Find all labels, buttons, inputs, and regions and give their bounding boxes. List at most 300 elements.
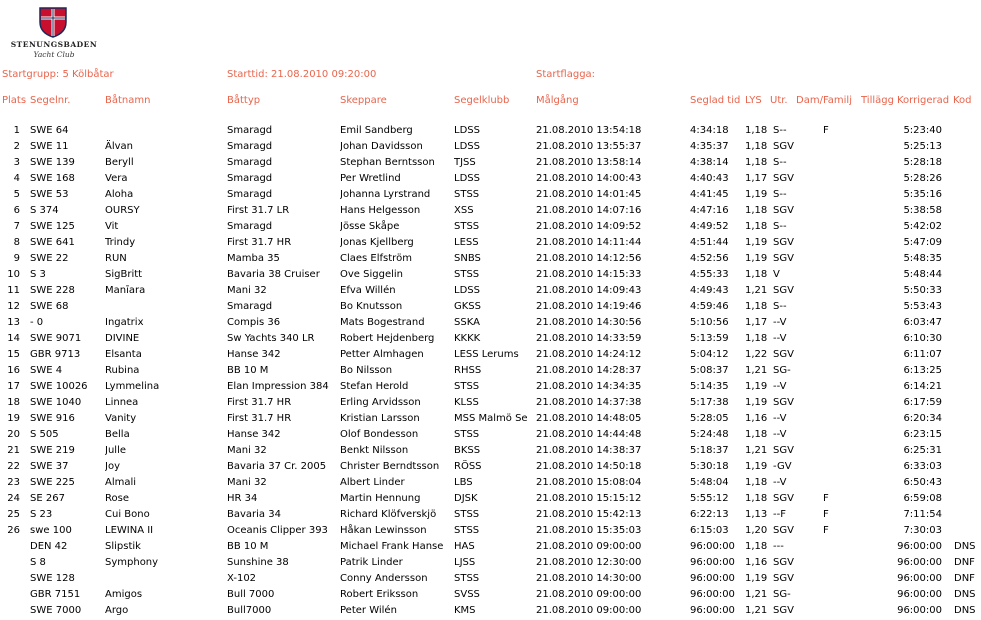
table-row (0, 283, 981, 299)
cell-klubb: TJSS (454, 157, 476, 168)
cell-korr: 6:20:34 (903, 413, 942, 424)
cell-dam: F (823, 493, 829, 504)
cell-plats: 23 (7, 477, 20, 488)
cell-klubb: LDSS (454, 285, 480, 296)
cell-korr: 6:11:07 (903, 349, 942, 360)
cell-korr: 5:28:26 (903, 173, 942, 184)
cell-skeppare: Stefan Herold (340, 381, 409, 392)
cell-skeppare: Patrik Linder (340, 557, 403, 568)
cell-korr: 7:30:03 (903, 525, 942, 536)
cell-lys: 1,18 (745, 125, 768, 136)
cell-korr: 5:47:09 (903, 237, 942, 248)
cell-seglad: 4:41:45 (690, 189, 729, 200)
cell-utr: --V (773, 333, 787, 344)
cell-korr: 5:48:35 (903, 253, 942, 264)
cell-lys: 1,19 (745, 189, 768, 200)
cell-seglad: 4:59:46 (690, 301, 729, 312)
cell-batnamn: Aloha (105, 189, 134, 200)
cell-lys: 1,18 (745, 269, 768, 280)
cell-battyp: Hanse 342 (227, 349, 281, 360)
cell-battyp: Smaragd (227, 157, 273, 168)
cell-klubb: STSS (454, 381, 480, 392)
cell-segel: SWE 228 (30, 285, 75, 296)
table-row (0, 347, 981, 363)
cell-korr: 6:03:47 (903, 317, 942, 328)
cell-seglad: 4:35:37 (690, 141, 729, 152)
cell-lys: 1,16 (745, 413, 768, 424)
cell-batnamn: Vera (105, 173, 128, 184)
header-battyp: Båttyp (227, 95, 261, 106)
cell-malgang: 21.08.2010 14:15:33 (536, 269, 642, 280)
cell-korr: 6:25:31 (903, 445, 942, 456)
cell-malgang: 21.08.2010 14:11:44 (536, 237, 642, 248)
header-utr: Utr. (770, 95, 788, 106)
cell-batnamn: Rubina (105, 365, 140, 376)
cell-seglad: 6:22:13 (690, 509, 729, 520)
cell-malgang: 21.08.2010 14:30:56 (536, 317, 642, 328)
cell-seglad: 5:17:38 (690, 397, 729, 408)
cell-korr: 5:50:33 (903, 285, 942, 296)
cell-plats: 10 (7, 269, 20, 280)
cell-segel: - 0 (30, 317, 44, 328)
cell-segel: SWE 128 (30, 573, 75, 584)
cell-batnamn: Joy (105, 461, 120, 472)
cell-skeppare: Petter Almhagen (340, 349, 424, 360)
cell-klubb: LDSS (454, 141, 480, 152)
cell-korr: 5:25:13 (903, 141, 942, 152)
cell-segel: SWE 11 (30, 141, 69, 152)
club-shield-icon (38, 6, 68, 38)
cell-segel: S 505 (30, 429, 59, 440)
cell-lys: 1,21 (745, 285, 768, 296)
cell-batnamn: Slipstik (105, 541, 141, 552)
table-row (0, 491, 981, 507)
cell-segel: SWE 125 (30, 221, 75, 232)
cell-korr: 5:35:16 (903, 189, 942, 200)
cell-batnamn: Beryll (105, 157, 134, 168)
cell-malgang: 21.08.2010 15:35:03 (536, 525, 642, 536)
table-row (0, 539, 981, 555)
cell-lys: 1,18 (745, 333, 768, 344)
cell-klubb: SNBS (454, 253, 481, 264)
cell-dam: F (823, 525, 829, 536)
cell-malgang: 21.08.2010 15:42:13 (536, 509, 642, 520)
cell-lys: 1,18 (745, 477, 768, 488)
cell-seglad: 4:51:44 (690, 237, 729, 248)
start-flag: Startflagga: (536, 69, 596, 80)
cell-lys: 1,18 (745, 541, 768, 552)
header-segelnr: Segelnr. (30, 95, 71, 106)
header-skeppare: Skeppare (340, 95, 387, 106)
table-row (0, 587, 981, 603)
cell-malgang: 21.08.2010 13:58:14 (536, 157, 642, 168)
cell-seglad: 4:40:43 (690, 173, 729, 184)
cell-batnamn: Vanity (105, 413, 137, 424)
cell-batnamn: Argo (105, 605, 129, 616)
cell-batnamn: Vit (105, 221, 119, 232)
cell-battyp: BB 10 M (227, 365, 269, 376)
cell-battyp: Bavaria 37 Cr. 2005 (227, 461, 327, 472)
cell-utr: SGV (773, 253, 794, 264)
cell-segel: SE 267 (30, 493, 65, 504)
cell-lys: 1,18 (745, 157, 768, 168)
table-row (0, 219, 981, 235)
cell-kod: DNS (954, 589, 976, 600)
cell-korr: 6:17:59 (903, 397, 942, 408)
table-row (0, 571, 981, 587)
cell-batnamn: Almali (105, 477, 137, 488)
cell-skeppare: Albert Linder (340, 477, 405, 488)
table-row (0, 299, 981, 315)
cell-batnamn: SigBritt (105, 269, 143, 280)
cell-plats: 8 (13, 237, 20, 248)
cell-utr: SGV (773, 605, 794, 616)
cell-skeppare: Stephan Berntsson (340, 157, 435, 168)
cell-plats: 1 (13, 125, 20, 136)
cell-skeppare: Emil Sandberg (340, 125, 413, 136)
cell-korr: 96:00:00 (897, 557, 942, 568)
cell-lys: 1,17 (745, 173, 768, 184)
cell-skeppare: Robert Hejdenberg (340, 333, 435, 344)
cell-plats: 22 (7, 461, 20, 472)
cell-lys: 1,18 (745, 493, 768, 504)
cell-skeppare: Jonas Kjellberg (340, 237, 414, 248)
cell-plats: 14 (7, 333, 20, 344)
table-row (0, 123, 981, 139)
cell-plats: 25 (7, 509, 20, 520)
cell-klubb: XSS (454, 205, 474, 216)
cell-segel: GBR 9713 (30, 349, 81, 360)
table-row (0, 555, 981, 571)
cell-utr: S-- (773, 189, 787, 200)
cell-malgang: 21.08.2010 14:34:35 (536, 381, 642, 392)
cell-klubb: STSS (454, 221, 480, 232)
cell-utr: --V (773, 429, 787, 440)
cell-plats: 7 (13, 221, 20, 232)
cell-korr: 6:59:08 (903, 493, 942, 504)
cell-skeppare: Christer Berndtsson (340, 461, 440, 472)
cell-lys: 1,21 (745, 445, 768, 456)
cell-malgang: 21.08.2010 13:54:18 (536, 125, 642, 136)
cell-batnamn: DIVINE (105, 333, 140, 344)
table-row (0, 363, 981, 379)
cell-utr: SGV (773, 445, 794, 456)
cell-segel: S 374 (30, 205, 59, 216)
table-row (0, 171, 981, 187)
cell-kod: DNF (954, 573, 975, 584)
cell-skeppare: Ove Siggelin (340, 269, 403, 280)
cell-malgang: 21.08.2010 14:09:52 (536, 221, 642, 232)
cell-plats: 13 (7, 317, 20, 328)
cell-klubb: STSS (454, 269, 480, 280)
cell-battyp: First 31.7 HR (227, 237, 292, 248)
cell-lys: 1,13 (745, 509, 768, 520)
cell-klubb: KKKK (454, 333, 481, 344)
cell-plats: 3 (13, 157, 20, 168)
cell-klubb: KMS (454, 605, 476, 616)
cell-plats: 6 (13, 205, 20, 216)
start-time: Starttid: 21.08.2010 09:20:00 (227, 69, 377, 80)
header-seglad-tid: Seglad tid (690, 95, 741, 106)
cell-utr: --V (773, 477, 787, 488)
cell-seglad: 5:08:37 (690, 365, 729, 376)
cell-batnamn: Lymmelina (105, 381, 160, 392)
cell-korr: 5:23:40 (903, 125, 942, 136)
cell-korr: 96:00:00 (897, 541, 942, 552)
cell-battyp: Oceanis Clipper 393 (227, 525, 328, 536)
cell-skeppare: Efva Willén (340, 285, 396, 296)
cell-korr: 7:11:54 (903, 509, 942, 520)
cell-dam: F (823, 125, 829, 136)
table-row (0, 523, 981, 539)
cell-utr: SGV (773, 141, 794, 152)
cell-battyp: Mani 32 (227, 445, 267, 456)
header-malgang: Målgång (536, 95, 579, 106)
cell-lys: 1,21 (745, 605, 768, 616)
cell-plats: 21 (7, 445, 20, 456)
cell-skeppare: Erling Arvidsson (340, 397, 421, 408)
cell-lys: 1,19 (745, 253, 768, 264)
cell-plats: 2 (13, 141, 20, 152)
cell-korr: 6:13:25 (903, 365, 942, 376)
cell-seglad: 4:34:18 (690, 125, 729, 136)
cell-skeppare: Johanna Lyrstrand (340, 189, 431, 200)
cell-skeppare: Martin Hennung (340, 493, 421, 504)
table-row (0, 379, 981, 395)
cell-kod: DNF (954, 557, 975, 568)
table-row (0, 443, 981, 459)
cell-utr: SGV (773, 397, 794, 408)
cell-lys: 1,18 (745, 141, 768, 152)
table-row (0, 315, 981, 331)
cell-segel: S 3 (30, 269, 46, 280)
cell-plats: 16 (7, 365, 20, 376)
cell-malgang: 21.08.2010 14:19:46 (536, 301, 642, 312)
cell-batnamn: Linnea (105, 397, 139, 408)
cell-malgang: 21.08.2010 14:37:38 (536, 397, 642, 408)
cell-utr: --F (773, 509, 786, 520)
cell-lys: 1,18 (745, 301, 768, 312)
cell-skeppare: Michael Frank Hanse (340, 541, 444, 552)
cell-utr: SGV (773, 525, 794, 536)
cell-segel: S 8 (30, 557, 46, 568)
cell-malgang: 21.08.2010 09:00:00 (536, 605, 642, 616)
cell-korr: 6:14:21 (903, 381, 942, 392)
cell-lys: 1,18 (745, 221, 768, 232)
table-row (0, 475, 981, 491)
cell-skeppare: Håkan Lewinsson (340, 525, 427, 536)
cell-segel: SWE 53 (30, 189, 69, 200)
cell-segel: SWE 64 (30, 125, 69, 136)
club-subtitle: Yacht Club (33, 50, 75, 59)
cell-korr: 96:00:00 (897, 605, 942, 616)
cell-lys: 1,19 (745, 573, 768, 584)
cell-klubb: LESS (454, 237, 479, 248)
cell-malgang: 21.08.2010 13:55:37 (536, 141, 642, 152)
cell-plats: 5 (13, 189, 20, 200)
cell-malgang: 21.08.2010 14:48:05 (536, 413, 642, 424)
cell-malgang: 21.08.2010 14:09:43 (536, 285, 642, 296)
cell-batnamn: Symphony (105, 557, 159, 568)
cell-utr: S-- (773, 301, 787, 312)
cell-korr: 5:28:18 (903, 157, 942, 168)
cell-korr: 96:00:00 (897, 573, 942, 584)
cell-battyp: Bavaria 34 (227, 509, 281, 520)
cell-plats: 11 (7, 285, 20, 296)
header-lys: LYS (745, 95, 762, 106)
cell-battyp: Elan Impression 384 (227, 381, 329, 392)
cell-skeppare: Jösse Skåpe (340, 221, 400, 232)
cell-klubb: DJSK (454, 493, 478, 504)
table-row (0, 187, 981, 203)
cell-battyp: Smaragd (227, 221, 273, 232)
header-tillagg: Tillägg (861, 95, 894, 106)
cell-segel: SWE 7000 (30, 605, 82, 616)
cell-battyp: Smaragd (227, 301, 273, 312)
cell-malgang: 21.08.2010 12:30:00 (536, 557, 642, 568)
cell-plats: 20 (7, 429, 20, 440)
cell-utr: SGV (773, 557, 794, 568)
cell-seglad: 5:04:12 (690, 349, 729, 360)
cell-utr: S-- (773, 221, 787, 232)
header-segelklubb: Segelklubb (454, 95, 510, 106)
cell-seglad: 4:47:16 (690, 205, 729, 216)
cell-segel: SWE 10026 (30, 381, 88, 392)
cell-dam: F (823, 509, 829, 520)
cell-batnamn: Cui Bono (105, 509, 150, 520)
cell-utr: SG- (773, 589, 791, 600)
table-row (0, 507, 981, 523)
cell-malgang: 21.08.2010 14:01:45 (536, 189, 642, 200)
cell-klubb: MSS Malmö Se (454, 413, 528, 424)
cell-utr: --V (773, 317, 787, 328)
cell-battyp: First 31.7 HR (227, 397, 292, 408)
cell-battyp: Mani 32 (227, 477, 267, 488)
cell-klubb: STSS (454, 509, 480, 520)
cell-seglad: 96:00:00 (690, 605, 735, 616)
cell-skeppare: Benkt Nilsson (340, 445, 409, 456)
cell-lys: 1,19 (745, 461, 768, 472)
table-row (0, 331, 981, 347)
cell-klubb: GKSS (454, 301, 482, 312)
start-group: Startgrupp: 5 Kölbåtar (2, 69, 114, 80)
cell-battyp: X-102 (227, 573, 257, 584)
cell-skeppare: Mats Bogestrand (340, 317, 425, 328)
club-name: STENUNGSBADEN (10, 40, 98, 49)
cell-batnamn: Amigos (105, 589, 143, 600)
cell-skeppare: Johan Davidsson (340, 141, 423, 152)
cell-plats: 19 (7, 413, 20, 424)
cell-battyp: Smaragd (227, 189, 273, 200)
cell-utr: --- (773, 541, 784, 552)
cell-seglad: 5:10:56 (690, 317, 729, 328)
cell-batnamn: Rose (105, 493, 129, 504)
cell-segel: SWE 37 (30, 461, 69, 472)
table-row (0, 411, 981, 427)
cell-seglad: 96:00:00 (690, 573, 735, 584)
cell-segel: SWE 168 (30, 173, 75, 184)
cell-klubb: LDSS (454, 125, 480, 136)
cell-malgang: 21.08.2010 14:38:37 (536, 445, 642, 456)
cell-batnamn: LEWINA II (105, 525, 154, 536)
header-dam-familj: Dam/Familj (796, 95, 852, 106)
cell-malgang: 21.08.2010 14:00:43 (536, 173, 642, 184)
cell-segel: SWE 9071 (30, 333, 82, 344)
cell-malgang: 21.08.2010 15:15:12 (536, 493, 642, 504)
table-row (0, 139, 981, 155)
cell-plats: 4 (13, 173, 20, 184)
cell-plats: 9 (13, 253, 20, 264)
table-row (0, 267, 981, 283)
cell-skeppare: Hans Helgesson (340, 205, 421, 216)
cell-seglad: 4:55:33 (690, 269, 729, 280)
cell-batnamn: OURSY (105, 205, 140, 216)
table-row (0, 155, 981, 171)
table-row (0, 251, 981, 267)
cell-korr: 6:33:03 (903, 461, 942, 472)
cell-batnamn: Manīara (105, 285, 146, 296)
cell-segel: SWE 22 (30, 253, 69, 264)
cell-lys: 1,22 (745, 349, 768, 360)
cell-seglad: 6:15:03 (690, 525, 729, 536)
cell-klubb: BKSS (454, 445, 481, 456)
cell-battyp: BB 10 M (227, 541, 269, 552)
cell-lys: 1,21 (745, 589, 768, 600)
cell-lys: 1,19 (745, 381, 768, 392)
cell-klubb: STSS (454, 573, 480, 584)
cell-skeppare: Richard Klöfverskjö (340, 509, 437, 520)
cell-utr: SGV (773, 285, 794, 296)
header-kod: Kod (953, 95, 972, 106)
cell-batnamn: Elsanta (105, 349, 142, 360)
cell-korr: 6:50:43 (903, 477, 942, 488)
cell-skeppare: Claes Elfström (340, 253, 412, 264)
table-row (0, 459, 981, 475)
cell-battyp: First 31.7 HR (227, 413, 292, 424)
cell-kod: DNS (954, 605, 976, 616)
cell-klubb: STSS (454, 525, 480, 536)
cell-skeppare: Kristian Larsson (340, 413, 420, 424)
cell-utr: SGV (773, 205, 794, 216)
table-row (0, 235, 981, 251)
cell-plats: 15 (7, 349, 20, 360)
table-row (0, 395, 981, 411)
cell-klubb: LESS Lerums (454, 349, 519, 360)
cell-klubb: LBS (454, 477, 473, 488)
cell-seglad: 5:24:48 (690, 429, 729, 440)
cell-malgang: 21.08.2010 14:44:48 (536, 429, 642, 440)
cell-utr: SGV (773, 349, 794, 360)
cell-malgang: 21.08.2010 14:28:37 (536, 365, 642, 376)
cell-klubb: SSKA (454, 317, 480, 328)
club-logo (2, 6, 106, 60)
cell-battyp: Mamba 35 (227, 253, 280, 264)
cell-korr: 5:42:02 (903, 221, 942, 232)
cell-skeppare: Peter Wilén (340, 605, 397, 616)
cell-segel: SWE 225 (30, 477, 75, 488)
cell-malgang: 21.08.2010 14:50:18 (536, 461, 642, 472)
cell-klubb: STSS (454, 189, 480, 200)
cell-korr: 6:23:15 (903, 429, 942, 440)
cell-segel: SWE 1040 (30, 397, 82, 408)
cell-seglad: 5:14:35 (690, 381, 729, 392)
cell-plats: 18 (7, 397, 20, 408)
cell-battyp: Bull7000 (227, 605, 272, 616)
cell-batnamn: Ingatrix (105, 317, 144, 328)
cell-kod: DNS (954, 541, 976, 552)
cell-segel: SWE 219 (30, 445, 75, 456)
cell-seglad: 5:30:18 (690, 461, 729, 472)
